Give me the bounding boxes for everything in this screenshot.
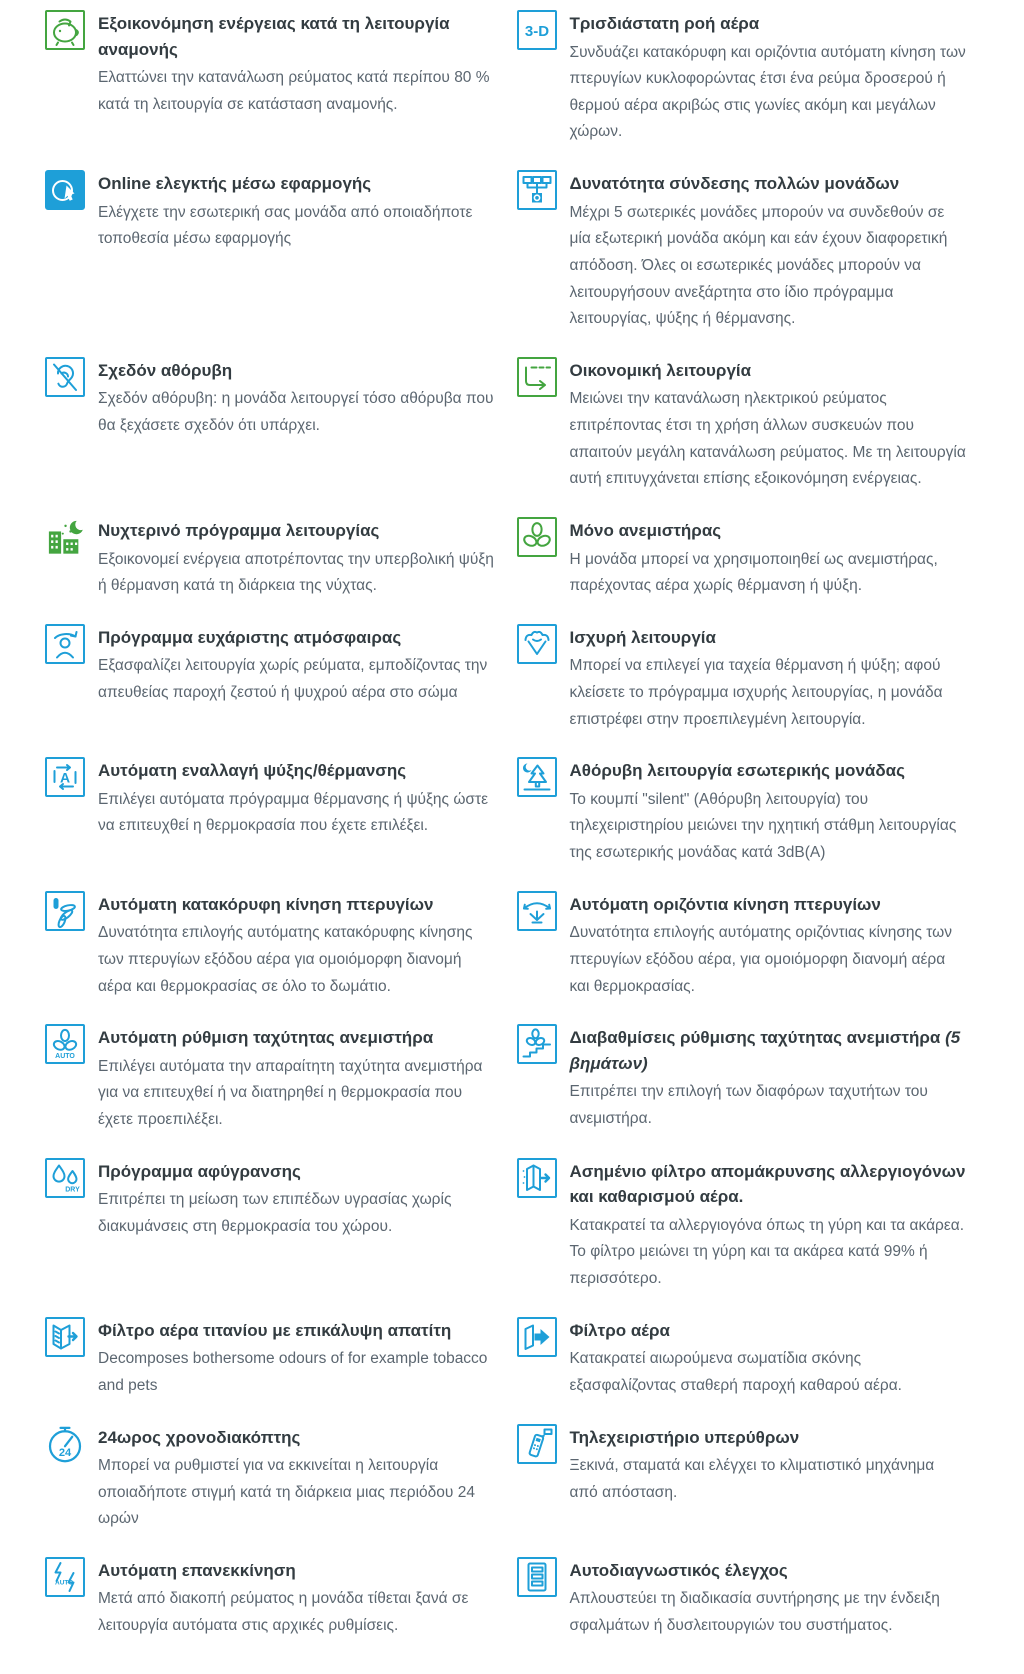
feature-item [517, 1317, 967, 1400]
feature-content [98, 1317, 495, 1400]
feature-title: Τηλεχειριστήριο υπερύθρων [569, 1427, 800, 1447]
feature-item [517, 10, 967, 146]
feature-title: Διαβαθμίσεις ρύθμισης ταχύτητας ανεμιστήρα (5 βημάτων) [569, 1028, 961, 1073]
feature-description: Δυνατότητα επιλογής αυτόματης κατακόρυφης κίνησης των πτερυγίων εξόδου αέρα για ομοιόμορφη διανομή αέρα και θερμοκρασίας σε όλο το δωμάτιο. [98, 924, 473, 995]
feature-content [98, 170, 495, 253]
feature-content [570, 1424, 967, 1507]
feature-item [45, 1557, 495, 1640]
feature-title: Αυτόματη επανεκκίνηση [98, 1560, 296, 1580]
feature-item [45, 1317, 495, 1400]
feature-content [570, 1557, 967, 1640]
feature-description: Απλουστεύει τη διαδικασία συντήρησης με την ένδειξη σφαλμάτων ή δυσλειτουργιών του συστήματος. [569, 1590, 940, 1635]
feature-description: Δυνατότητα επιλογής αυτόματης οριζόντιας κίνησης των πτερυγίων εξόδου αέρα, για ομοιόμορφη διανομή αέρα και θερμοκρασίας. [569, 924, 953, 995]
feature-title: Δυνατότητα σύνδεσης πολλών μονάδων [569, 174, 900, 194]
fan-steps-icon [517, 1024, 557, 1064]
auto-changeover-icon [45, 757, 85, 797]
comfort-person-icon [45, 624, 85, 664]
feature-title: Αυτοδιαγνωστικός έλεγχος [569, 1560, 788, 1580]
feature-title: Πρόγραμμα αφύγρανσης [98, 1161, 301, 1181]
feature-description: Εξοικονομεί ενέργεια αποτρέποντας την υπερβολική ψύξη ή θέρμανση κατά τη διάρκεια της νύχτας. [98, 550, 494, 595]
feature-description: Μετά από διακοπή ρεύματος η μονάδα τίθεται ξανά σε λειτουργία αυτόματα στις αρχικές ρυθμίσεις. [98, 1590, 469, 1635]
feature-item [45, 357, 495, 493]
feature-description: Decomposes bothersome odours of for example tobacco and pets [98, 1350, 488, 1394]
feature-title: Φίλτρο αέρα τιτανίου με επικάλυψη απατίτη [98, 1320, 452, 1340]
powerful-icon [517, 624, 557, 664]
feature-title: Πρόγραμμα ευχάριστης ατμόσφαιρας [98, 627, 402, 647]
svg-text:3-D: 3-D [524, 23, 549, 40]
feature-description: Ελέγχετε την εσωτερική σας μονάδα από οποιαδήποτε τοποθεσία μέσω εφαρμογής [98, 203, 473, 248]
feature-description: Η μονάδα μπορεί να χρησιμοποιηθεί ως ανεμιστήρας, παρέχοντας αέρα χωρίς θέρμανση ή ψύξη. [569, 550, 938, 595]
feature-description: Μειώνει την κατανάλωση ηλεκτρικού ρεύματος επιτρέποντας έτσι τη χρήση άλλων συσκευών που απαιτούν μεγάλη κατανάλωση ρεύματος. Με τη λειτουργία αυτή επιτυγχάνεται επίσης εξοικονόμηση ενέργειας. [569, 390, 966, 488]
air-filter-icon [517, 1317, 557, 1357]
feature-content [98, 1557, 495, 1640]
ir-remote-icon [517, 1424, 557, 1464]
feature-description: Κατακρατεί τα αλλεργιογόνα όπως τη γύρη και τα ακάρεα. Το φίλτρο μειώνει τη γύρη και τα ακάρεα κατά 99% ή περισσότερο. [569, 1216, 965, 1288]
feature-content [570, 517, 967, 600]
feature-title: Online ελεγκτής μέσω εφαρμογής [98, 174, 372, 194]
feature-title: Νυχτερινό πρόγραμμα λειτουργίας [98, 521, 380, 541]
app-touch-icon [45, 170, 85, 210]
feature-title: Φίλτρο αέρα [569, 1320, 670, 1340]
feature-item [517, 357, 967, 493]
feature-item [45, 891, 495, 1000]
feature-description: Επιλέγει αυτόματα την απαραίτητη ταχύτητα ανεμιστήρα για να επιτευχθεί ή να διατηρηθεί η θερμοκρασία που έχετε προεπιλέξει. [98, 1057, 483, 1129]
feature-content [98, 1424, 495, 1533]
feature-description: Εξασφαλίζει λειτουργία χωρίς ρεύματα, εμποδίζοντας την απευθείας παροχή ζεστού ή ψυχρού αέρα στο σώμα [98, 657, 488, 701]
feature-item [517, 1424, 967, 1533]
feature-content [570, 1317, 967, 1400]
feature-title: Αυτόματη εναλλαγή ψύξης/θέρμανσης [98, 761, 407, 781]
feature-description: Κατακρατεί αιωρούμενα σωματίδια σκόνης εξασφαλίζοντας σταθερή παροχή καθαρού αέρα. [569, 1350, 902, 1394]
ear-mute-icon [45, 357, 85, 397]
feature-content [570, 10, 967, 146]
feature-content [570, 891, 967, 1000]
feature-title: Αθόρυβη λειτουργία εσωτερικής μονάδας [569, 761, 905, 781]
feature-item [517, 1557, 967, 1640]
feature-content [98, 1158, 495, 1241]
feature-item [517, 1158, 967, 1293]
feature-title: Εξοικονόμηση ενέργειας κατά τη λειτουργία αναμονής [98, 14, 450, 59]
feature-item [45, 1158, 495, 1293]
piggy-bank-icon [45, 10, 85, 50]
feature-title: Ασημένιο φίλτρο απομάκρυνσης αλλεργιογόνων και καθαρισμού αέρα. [569, 1161, 966, 1207]
feature-title: Οικονομική λειτουργία [569, 360, 752, 380]
feature-content [98, 10, 495, 118]
feature-item [517, 170, 967, 333]
titanium-filter-icon [45, 1317, 85, 1357]
feature-content [98, 517, 495, 600]
feature-item [517, 891, 967, 1000]
feature-content [570, 1024, 967, 1132]
feature-title: Σχεδόν αθόρυβη [98, 360, 233, 380]
feature-item [517, 757, 967, 866]
feature-title: Τρισδιάστατη ροή αέρα [569, 14, 760, 33]
feature-description: Μπορεί να επιλεγεί για ταχεία θέρμανση ή ψύξη; αφού κλείσετε το πρόγραμμα ισχυρής λειτουργίας, η μονάδα επιστρέφει στην προεπιλεγμένη λειτουργία. [569, 657, 943, 728]
auto-restart-icon [45, 1557, 85, 1597]
three-d-icon [517, 10, 557, 50]
svg-text:AUTO: AUTO [55, 1053, 75, 1061]
multi-units-icon [517, 170, 557, 210]
feature-content [98, 1024, 495, 1133]
feature-description: Επιτρέπει τη μείωση των επιπέδων υγρασίας χωρίς διακυμάνσεις στη θερμοκρασία του χώρου. [98, 1191, 452, 1235]
feature-item [45, 10, 495, 146]
feature-title: 24ωρος χρονοδιακόπτης [98, 1427, 301, 1447]
feature-title: Αυτόματη ρύθμιση ταχύτητας ανεμιστήρα [98, 1028, 434, 1048]
svg-text:DRY: DRY [65, 1186, 80, 1194]
feature-item [517, 1024, 967, 1133]
svg-text:A: A [59, 769, 71, 786]
feature-description: Το κουμπί "silent" (Αθόρυβη λειτουργία) του τηλεχειριστηρίου μειώνει την ηχητική στάθμη λειτουργίας της εσωτερικής μονάδας κατά 3dB(A) [569, 790, 957, 862]
feature-description: Συνδυάζει κατακόρυφη και οριζόντια αυτόματη κίνηση των πτερυγίων κυκλοφορώντας έτσι ένα ρεύμα δροσερού ή θερμού αέρα ακριβώς στις γωνίες ακόμη και μεγάλων χώρων. [569, 43, 966, 141]
feature-title: Μόνο ανεμιστήρας [569, 521, 722, 541]
svg-text:24: 24 [58, 1446, 72, 1459]
feature-description: Επιλέγει αυτόματα πρόγραμμα θέρμανσης ή ψύξης ώστε να επιτευχθεί η θερμοκρασία που έχετε επιλέξει. [98, 790, 489, 835]
feature-content [570, 1158, 967, 1293]
feature-item [45, 624, 495, 733]
economy-arrow-icon [517, 357, 557, 397]
svg-text:AUTO: AUTO [55, 1579, 74, 1587]
feature-content [570, 170, 967, 333]
tree-moon-icon [517, 757, 557, 797]
feature-description: Μπορεί να ρυθμιστεί για να εκκινείται η λειτουργία οποιαδήποτε στιγμή κατά τη διάρκεια μιας περιόδου 24 ωρών [98, 1457, 475, 1528]
feature-item [45, 1024, 495, 1133]
fan-icon [517, 517, 557, 557]
feature-item [45, 1424, 495, 1533]
self-diagnosis-icon [517, 1557, 557, 1597]
feature-item [45, 517, 495, 600]
dry-droplets-icon [45, 1158, 85, 1198]
night-city-icon [45, 517, 85, 557]
feature-content [98, 757, 495, 840]
silver-filter-icon [517, 1158, 557, 1198]
horizontal-swing-icon [517, 891, 557, 931]
feature-description: Σχεδόν αθόρυβη: η μονάδα λειτουργεί τόσο αθόρυβα που θα ξεχάσετε σχεδόν ότι υπάρχει. [98, 390, 494, 435]
feature-content [98, 624, 495, 707]
feature-content [98, 357, 495, 440]
feature-description: Επιτρέπει την επιλογή των διαφόρων ταχυτήτων του ανεμιστήρα. [569, 1083, 928, 1127]
feature-content [570, 624, 967, 733]
feature-item [45, 757, 495, 866]
feature-title: Ισχυρή λειτουργία [569, 627, 716, 647]
feature-description: Ξεκινά, σταματά και ελέγχει το κλιματιστικό μηχάνημα από απόσταση. [569, 1457, 935, 1501]
feature-item [517, 624, 967, 733]
feature-title-emphasis: (5 βημάτων) [569, 1028, 961, 1073]
timer-24h-icon [45, 1424, 85, 1464]
fan-auto-icon [45, 1024, 85, 1064]
feature-title: Αυτόματη οριζόντια κίνηση πτερυγίων [569, 894, 881, 914]
feature-title: Αυτόματη κατακόρυφη κίνηση πτερυγίων [98, 894, 434, 914]
feature-item [45, 170, 495, 333]
feature-description: Ελαττώνει την κατανάλωση ρεύματος κατά περίπου 80 % κατά τη λειτουργία σε κατάσταση αναμονής. [98, 69, 490, 113]
feature-item [517, 517, 967, 600]
feature-content [570, 757, 967, 866]
feature-content [98, 891, 495, 1000]
vertical-swing-icon [45, 891, 85, 931]
feature-description: Μέχρι 5 σωτερικές μονάδες μπορούν να συνδεθούν σε μία εξωτερική μονάδα ακόμη και εάν έχουν διαφορετική απόδοση. Όλες οι εσωτερικές μονάδες μπορούν να λειτουργήσουν ανεξάρτητα στο ίδιο πρόγραμμα λειτουργίας, ψύξης ή θέρμανσης. [569, 203, 948, 328]
feature-content [570, 357, 967, 493]
